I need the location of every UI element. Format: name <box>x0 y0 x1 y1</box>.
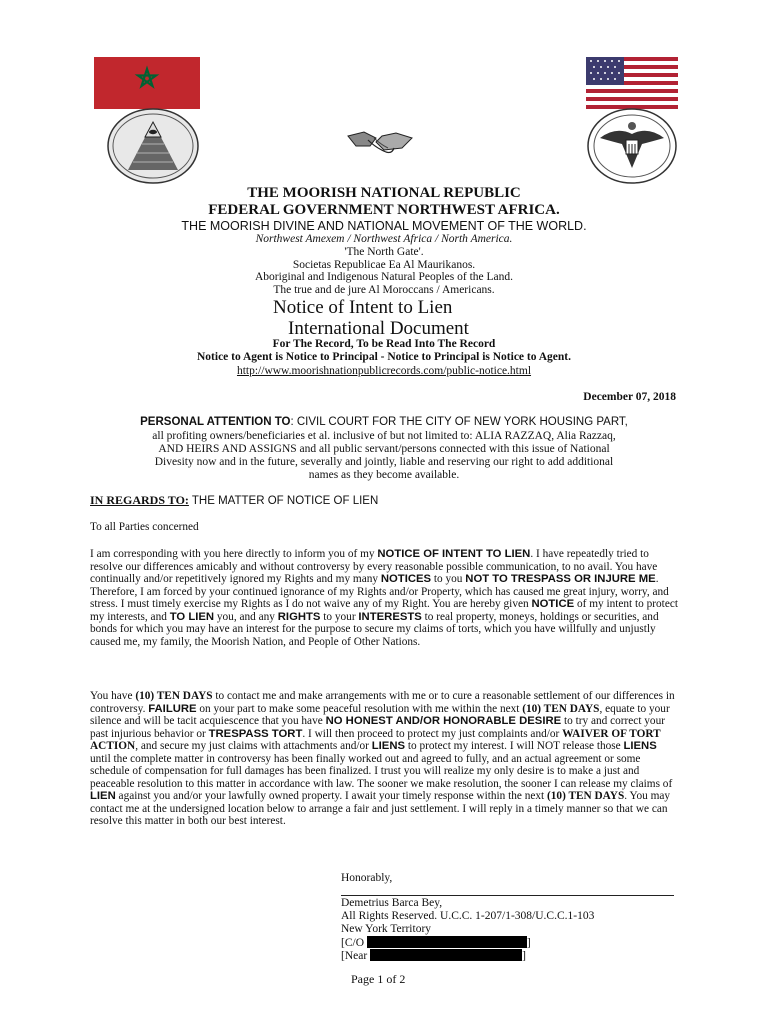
eagle-seal <box>586 108 678 184</box>
signer-name: Demetrius Barca Bey, <box>341 897 443 909</box>
attention-line: PERSONAL ATTENTION TO: CIVIL COURT FOR THE CITY OF NEW YORK HOUSING PART, <box>140 416 628 428</box>
movement-line: THE MOORISH DIVINE AND NATIONAL MOVEMENT OF THE WORLD. <box>181 219 587 233</box>
redacted-address <box>367 936 527 948</box>
page-number: Page 1 of 2 <box>351 972 406 986</box>
care-of-line: [C/O ] <box>341 937 531 949</box>
territory: New York Territory <box>341 923 432 935</box>
handshake <box>346 124 414 158</box>
pyramid-eye-seal <box>106 108 200 184</box>
document-title: International Document <box>288 318 469 339</box>
attention-heirs: AND HEIRS AND ASSIGNS and all public servant/persons connected with this issue of National <box>158 443 610 455</box>
closing: Honorably, <box>341 872 393 884</box>
attention-recipients: all profiting owners/beneficiaries et al. inclusive of but not limited to: ALIA RAZZAQ, Alia Razzaq, <box>152 430 616 442</box>
notice-date: December 07, 2018 <box>583 391 676 403</box>
societas-line: Societas Republicae Ea Al Maurikanos. <box>292 258 476 271</box>
region-line: Northwest Amexem / Northwest Africa / North America. <box>255 233 513 245</box>
paragraph-2: You have (10) TEN DAYS to contact me and make arrangements with me or to cure a reasonable settlement of our differences in controversy. FAILURE on your part to make some peaceful resolution with me within the next (10) TEN DAYS, equate to your silence and will be tacit acquiescence that you have NO HONEST AND/OR HONORABLE DESIRE to try and correct your past injurious behavior or TRESPASS TORT. I will then proceed to protect my just complaints and/or WAIVER OF TORT ACTION, and secure my just claims with attachments and/or LIENS to protect my interest. I will NOT release those LIENS until the complete matter in controversy has been finally worked out and agreed to fully, and an actual agreement or some schedule of compensation for full damages has been finalized. I trust you will realize my only desire is to make a just and peaceable resolution to this matter in accordance with law. The sooner we make resolution, the sooner I can release my claims of LIEN against you and/or your lawfully owned property. I await your timely response within the next (10) TEN DAYS. You may contact me at the undersigned location below to arrange a fair and just settlement. I will reply in a timely manner so that we can resolve this matter in both our best interest. <box>90 690 675 828</box>
regards-label: IN REGARDS TO: <box>90 493 189 507</box>
regards-line: IN REGARDS TO: THE MATTER OF NOTICE OF LIEN <box>90 493 379 507</box>
near-line: [Near ] <box>341 950 526 962</box>
usa-flag <box>586 57 678 109</box>
north-gate: 'The North Gate'. <box>344 246 424 258</box>
redacted-location <box>370 949 522 961</box>
notice-title: Notice of Intent to Lien <box>273 297 453 318</box>
attention-names: names as they become available. <box>308 469 460 481</box>
aboriginal-line: Aboriginal and Indigenous Natural Peoples of the Land. <box>254 271 514 283</box>
attention-label: PERSONAL ATTENTION TO <box>140 416 291 428</box>
attention-divesity: Divesity now and in the future, severally and jointly, liable and reserving our right to add additional <box>154 456 614 468</box>
republic-name: THE MOORISH NATIONAL REPUBLIC <box>247 185 521 201</box>
agent-principal-line: Notice to Agent is Notice to Principal - Notice to Principal is Notice to Agent. <box>197 351 571 363</box>
greeting: To all Parties concerned <box>90 521 199 533</box>
dejure-line: The true and de jure Al Moroccans / Americans. <box>273 283 495 296</box>
rights-reserved: All Rights Reserved. U.C.C. 1-207/1-308/U.C.C.1-103 <box>341 910 595 922</box>
morocco-flag <box>94 57 200 109</box>
public-notice-link[interactable]: http://www.moorishnationpublicrecords.com/public-notice.html <box>236 365 532 377</box>
signature-line <box>341 895 674 896</box>
paragraph-1: I am corresponding with you here directly to inform you of my NOTICE OF INTENT TO LIEN. I have repeatedly tried to resolve our differences amicably and without controversy by every reasonable possible communication, to no avail. You have continually and/or repetitively ignored my Rights and my many NOTICES to you NOT TO TRESPASS OR INJURE ME. Therefore, I am forced by your continued ignorance of my Rights and/or Property, which has caused me great injury, worry, and stress. I must timely exercise my Rights as I do not waive any of my Right. You are hereby given NOTICE of my intent to protect my interests, and TO LIEN you, and any RIGHTS to your INTERESTS to real property, moneys, holdings or securities, and bonds for which you may have an interest for the purpose to secure my claims of torts, which you have willfully and unjustly caused me, my family, the Moorish Nation, and People of Other Nations. <box>90 548 678 648</box>
record-line: For The Record, To be Read Into The Record <box>272 338 496 350</box>
federal-government: FEDERAL GOVERNMENT NORTHWEST AFRICA. <box>208 202 560 218</box>
